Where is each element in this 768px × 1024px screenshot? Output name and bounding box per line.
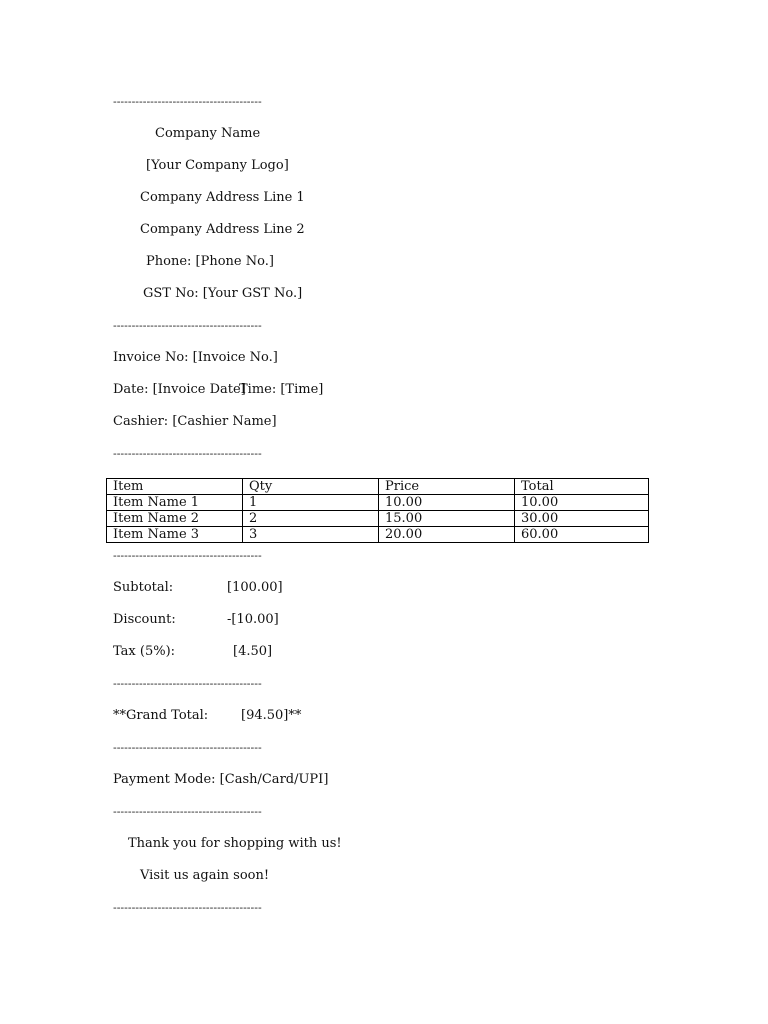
grand-total-label: **Grand Total: [113, 708, 209, 723]
cell-price: 20.00 [379, 527, 515, 543]
separator-line: ---------------------------------------- [113, 447, 262, 460]
visit-again-message: Visit us again soon! [140, 868, 270, 883]
separator-line: ---------------------------------------- [113, 805, 262, 818]
company-phone: Phone: [Phone No.] [146, 254, 274, 269]
thank-you-message: Thank you for shopping with us! [128, 836, 342, 851]
items-table [106, 478, 649, 543]
table-row [107, 527, 649, 543]
subtotal-value: [100.00] [227, 580, 283, 595]
cell-qty: 3 [243, 527, 379, 543]
invoice-time: Time: [Time] [239, 382, 324, 397]
cell-qty: 2 [243, 511, 379, 527]
separator-line: ---------------------------------------- [113, 319, 262, 332]
table-row [107, 495, 649, 511]
company-address-line-1: Company Address Line 1 [140, 190, 305, 205]
invoice-date: Date: [Invoice Date] [113, 382, 246, 397]
separator-line: ---------------------------------------- [113, 677, 262, 690]
column-header-item: Item [107, 479, 243, 495]
cell-total: 10.00 [515, 495, 649, 511]
cell-item: Item Name 2 [107, 511, 243, 527]
cell-qty: 1 [243, 495, 379, 511]
discount-value: -[10.00] [227, 612, 279, 627]
discount-label: Discount: [113, 612, 176, 627]
separator-line: ---------------------------------------- [113, 901, 262, 914]
tax-label: Tax (5%): [113, 644, 176, 659]
cell-price: 15.00 [379, 511, 515, 527]
column-header-qty: Qty [243, 479, 379, 495]
cell-price: 10.00 [379, 495, 515, 511]
separator-line: ---------------------------------------- [113, 741, 262, 754]
column-header-price: Price [379, 479, 515, 495]
invoice-number: Invoice No: [Invoice No.] [113, 350, 278, 365]
company-address-line-2: Company Address Line 2 [140, 222, 305, 237]
company-logo-placeholder: [Your Company Logo] [146, 158, 289, 173]
table-header-row [107, 479, 649, 495]
table-row [107, 511, 649, 527]
cell-item: Item Name 3 [107, 527, 243, 543]
column-header-total: Total [515, 479, 649, 495]
payment-mode: Payment Mode: [Cash/Card/UPI] [113, 772, 329, 787]
tax-value: [4.50] [233, 644, 273, 659]
cashier-name: Cashier: [Cashier Name] [113, 414, 277, 429]
grand-total-value: [94.50]** [241, 708, 302, 723]
separator-line: ---------------------------------------- [113, 549, 262, 562]
separator-line: ---------------------------------------- [113, 95, 262, 108]
company-gst: GST No: [Your GST No.] [143, 286, 303, 301]
cell-item: Item Name 1 [107, 495, 243, 511]
cell-total: 60.00 [515, 527, 649, 543]
subtotal-label: Subtotal: [113, 580, 174, 595]
cell-total: 30.00 [515, 511, 649, 527]
company-name: Company Name [155, 126, 261, 141]
